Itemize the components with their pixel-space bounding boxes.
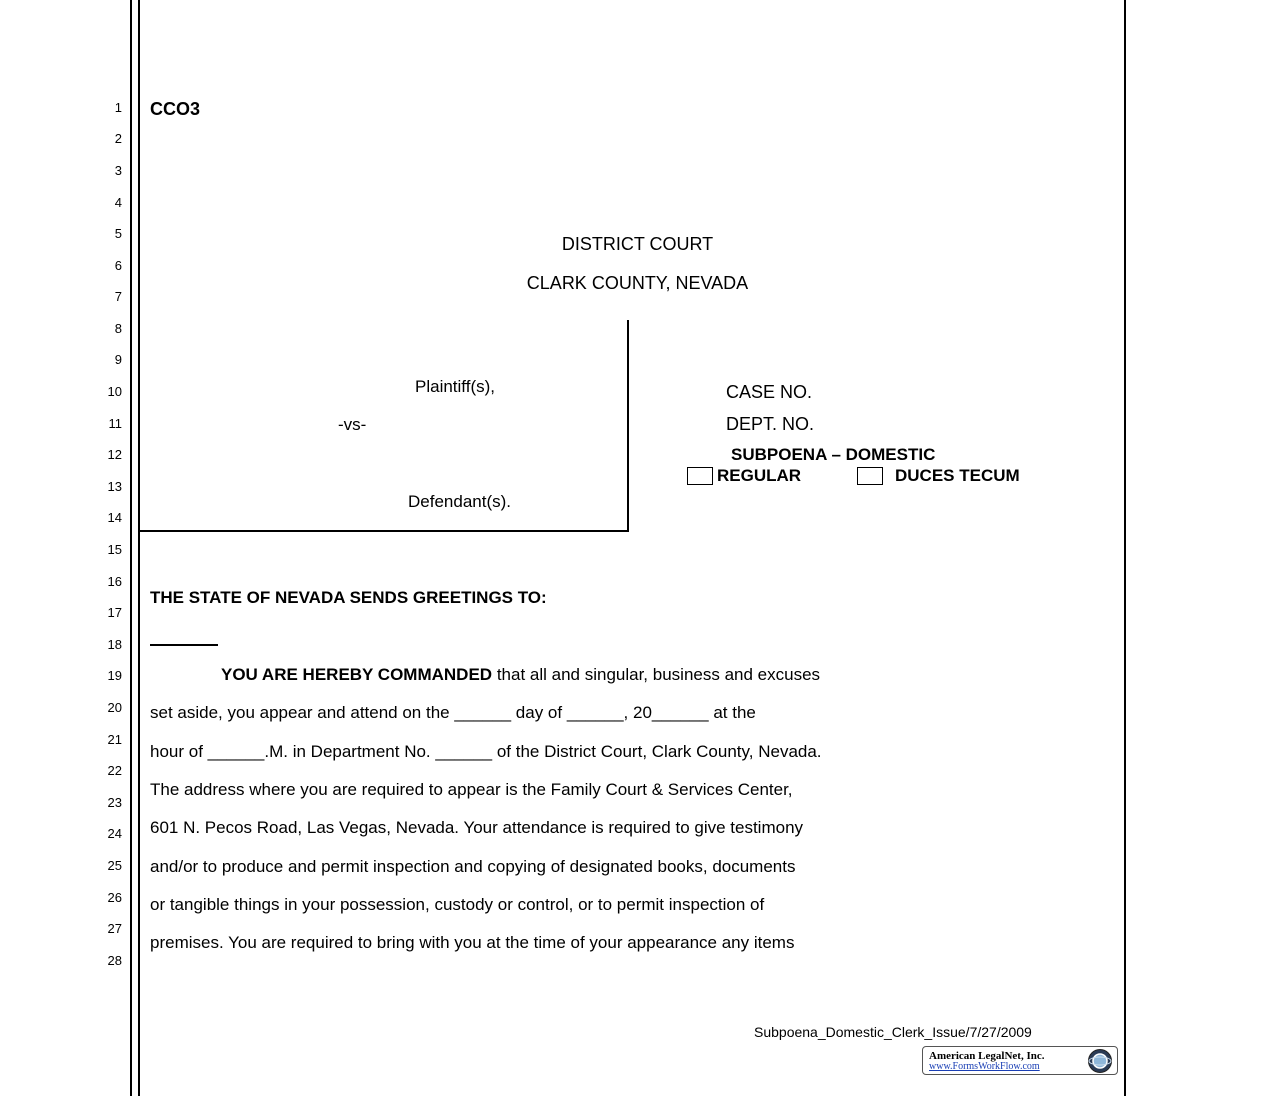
globe-icon	[1087, 1048, 1113, 1074]
logo-url[interactable]: www.FormsWorkFlow.com	[929, 1061, 1040, 1072]
greeting: THE STATE OF NEVADA SENDS GREETINGS TO:	[150, 588, 547, 607]
plaintiff-label: Plaintiff(s),	[415, 377, 495, 396]
body-line-7: or tangible things in your possession, custody or control, or to permit inspection of	[150, 895, 765, 914]
command-phrase: YOU ARE HEREBY COMMANDED	[221, 665, 493, 684]
line-number: 14	[107, 510, 122, 525]
defendant-label: Defendant(s).	[408, 492, 511, 511]
line-number: 6	[114, 258, 122, 273]
form-code: CCO3	[150, 99, 201, 119]
logo-company-name: American LegalNet, Inc.	[929, 1050, 1045, 1062]
line-number: 3	[114, 163, 122, 178]
body-line-2: set aside, you appear and attend on the ______ day of ______, 20______ at the	[150, 703, 756, 722]
line-number: 24	[107, 826, 122, 841]
line-number: 7	[114, 289, 122, 304]
line-number: 26	[107, 890, 122, 905]
line-number: 10	[107, 384, 122, 399]
caption-bottom-rule	[140, 530, 629, 532]
regular-label: REGULAR	[717, 466, 802, 485]
left-margin-rule-inner	[138, 0, 140, 1096]
body-line-1-rest: that all and singular, business and excuses	[492, 665, 821, 684]
left-margin-rule-outer	[130, 0, 132, 1096]
right-margin-rule	[1124, 0, 1126, 1096]
line-number: 2	[114, 131, 122, 146]
publisher-logo	[922, 1046, 1118, 1075]
line-number: 4	[114, 195, 122, 210]
line-number: 17	[107, 605, 122, 620]
duces-tecum-checkbox[interactable]	[857, 467, 883, 485]
line-number: 20	[107, 700, 122, 715]
recipient-blank[interactable]	[150, 644, 218, 646]
caption-vertical-rule	[627, 320, 629, 531]
body-line-5: 601 N. Pecos Road, Las Vegas, Nevada. Your attendance is required to give testimony	[150, 818, 804, 837]
line-number: 11	[108, 416, 122, 431]
body-line-4: The address where you are required to appear is the Family Court & Services Center,	[150, 780, 793, 799]
line-number: 28	[107, 953, 122, 968]
line-number: 23	[107, 795, 122, 810]
court-name: DISTRICT COURT	[561, 234, 714, 254]
line-number: 22	[107, 763, 122, 778]
body-line-1	[221, 665, 820, 685]
form-id: Subpoena_Domestic_Clerk_Issue/7/27/2009	[754, 1024, 1032, 1040]
line-number: 8	[114, 321, 122, 336]
dept-no-label: DEPT. NO.	[726, 414, 815, 434]
subpoena-title: SUBPOENA – DOMESTIC	[731, 445, 936, 464]
line-number: 25	[107, 858, 122, 873]
body-line-3: hour of ______.M. in Department No. ______ of the District Court, Clark County, Nevada.	[150, 742, 822, 761]
vs-label: -vs-	[338, 415, 367, 434]
line-number: 13	[107, 479, 122, 494]
line-number: 19	[107, 668, 122, 683]
regular-checkbox[interactable]	[687, 467, 713, 485]
line-number: 15	[107, 542, 122, 557]
line-number: 9	[114, 352, 122, 367]
duces-tecum-label: DUCES TECUM	[895, 466, 1020, 485]
body-line-6: and/or to produce and permit inspection and copying of designated books, documents	[150, 857, 796, 876]
line-number: 5	[114, 226, 122, 241]
line-number: 1	[114, 100, 122, 115]
body-line-8: premises. You are required to bring with you at the time of your appearance any items	[150, 933, 795, 952]
line-number: 18	[107, 637, 122, 652]
line-number: 12	[107, 447, 122, 462]
line-number: 21	[107, 732, 122, 747]
line-number: 16	[107, 574, 122, 589]
line-number: 27	[107, 921, 122, 936]
court-county: CLARK COUNTY, NEVADA	[526, 273, 749, 293]
case-no-label: CASE NO.	[726, 382, 813, 402]
